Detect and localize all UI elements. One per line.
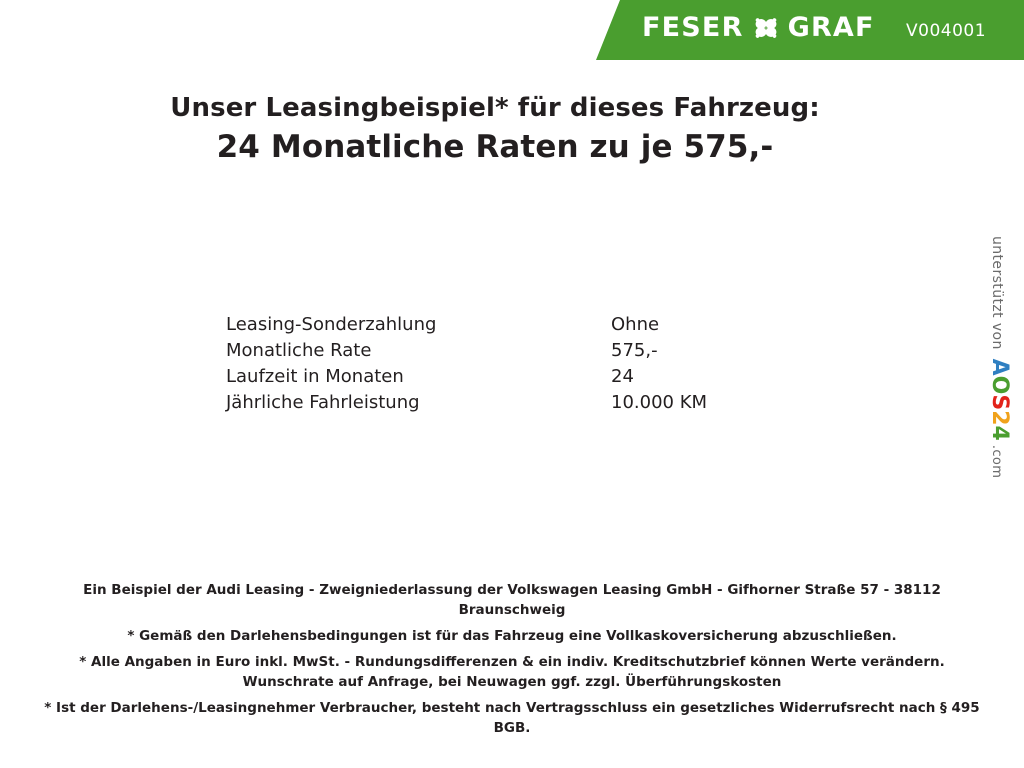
table-row — [226, 338, 871, 364]
aos24-logo — [987, 359, 1012, 441]
aos24-letter-s: S — [987, 394, 1012, 411]
clover-icon — [753, 15, 779, 41]
detail-label: Monatliche Rate — [226, 340, 372, 361]
table-row — [226, 312, 871, 338]
feser-graf-logo — [642, 14, 875, 41]
title-line-2: 24 Monatliche Raten zu je 575,- — [216, 128, 774, 165]
detail-value: Ohne — [611, 314, 660, 335]
brand-name-second: GRAF — [787, 12, 875, 43]
brand-name-first: FESER — [642, 12, 744, 43]
legal-footer — [0, 580, 1024, 738]
detail-label: Leasing-Sonderzahlung — [226, 314, 437, 335]
aos24-letter-two: 2 — [987, 410, 1012, 426]
title-line-1: Unser Leasingbeispiel* für dieses Fahrzeug: — [170, 93, 820, 123]
footer-line: Ein Beispiel der Audi Leasing - Zweigniederlassung der Volkswagen Leasing GmbH - Gifhorner Straße 57 - 38112 Braunschweig — [83, 582, 941, 618]
vehicle-code: V004001 — [906, 21, 987, 41]
page-title — [0, 92, 990, 167]
footer-line: * Ist der Darlehens-/Leasingnehmer Verbraucher, besteht nach Vertragsschluss ein gesetzliches Widerrufsrecht nach § 495 BGB. — [44, 700, 980, 736]
detail-value: 24 — [611, 366, 634, 387]
aos24-domain-suffix: .com — [989, 444, 1004, 479]
detail-label: Jährliche Fahrleistung — [226, 392, 420, 413]
detail-value: 575,- — [611, 340, 658, 361]
header-band — [596, 0, 1024, 60]
aos24-letter-four: 4 — [987, 425, 1012, 441]
table-row — [226, 390, 871, 416]
aos24-letter-o: O — [987, 375, 1012, 395]
aos24-letter-a: A — [987, 358, 1012, 376]
sponsor-support-text: unterstützt von — [989, 236, 1005, 350]
detail-label: Laufzeit in Monaten — [226, 366, 404, 387]
leasing-details-table — [226, 312, 871, 416]
sponsor-sidebar-content — [987, 236, 1012, 478]
detail-value: 10.000 KM — [611, 392, 708, 413]
table-row — [226, 364, 871, 390]
footer-line: * Alle Angaben in Euro inkl. MwSt. - Rundungsdifferenzen & ein indiv. Kreditschutzbrief können Werte verändern. Wunschrate auf Anfrage, bei Neuwagen ggf. zzgl. Überführungskosten — [79, 654, 945, 690]
sponsor-sidebar — [984, 236, 1024, 536]
footer-line: * Gemäß den Darlehensbedingungen ist für das Fahrzeug eine Vollkaskoversicherung abzuschließen. — [127, 628, 897, 644]
